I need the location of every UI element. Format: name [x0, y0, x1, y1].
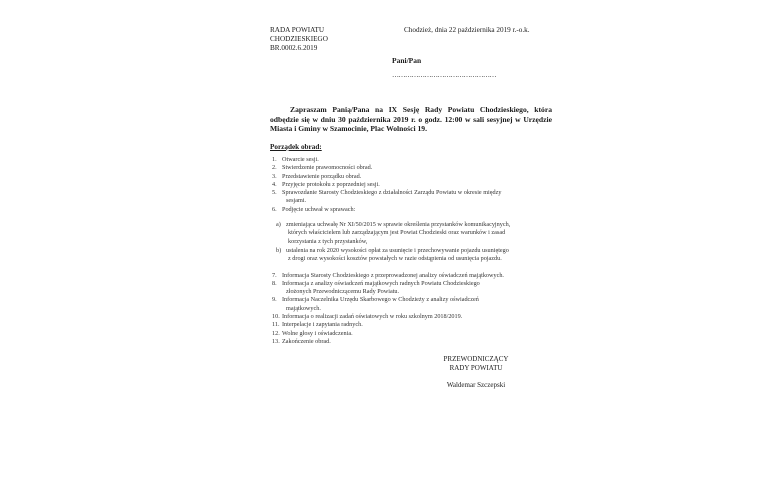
agenda-title: Porządek obrad:	[270, 143, 322, 151]
signature-title-2: RADY POWIATU	[449, 363, 503, 372]
sender-header	[270, 26, 328, 53]
signature-title-1: PRZEWODNICZĄCY	[443, 355, 509, 363]
agenda-subitem-continuation: z drogi oraz wysokości kosztów powstałych w razie odstąpienia od usunięcia pojazdu.	[288, 255, 502, 263]
date-line: Chodzież, dnia 22 października 2019 r.-o.k.	[404, 26, 530, 34]
agenda-subitem-continuation: korzystania z tych przystanków,	[288, 237, 368, 245]
agenda-item: 7. Informacja Starosty Chodzieskiego z przeprowadzonej analizy oświadczeń majątkowych.	[272, 271, 504, 279]
agenda-item-continuation: sesjami.	[286, 197, 307, 205]
agenda-item: 6. Podjęcie uchwał w sprawach:	[272, 205, 356, 213]
agenda-item: 3. Przedstawienie porządku obrad.	[272, 172, 362, 180]
reference-number: BR.0002.6.2019	[270, 44, 318, 52]
agenda-item: 5. Sprawozdanie Starosty Chodzieskiego z działalności Zarządu Powiatu w okresie między sesjami.	[272, 189, 557, 206]
invitation-paragraph: Zapraszam Panią/Pana na IX Sesję Rady Powiatu Chodzieskiego, która odbędzie się w dniu 30 października 2019 r. o godz. 12:00 w sali sesyjnej w Urzędzie Miasta i Gminy w Szamocinie, Plac Wolności 19.	[270, 105, 552, 134]
agenda-list	[272, 156, 557, 346]
agenda-item: 8. Informacja z analizy oświadczeń majątkowych radnych Powiatu Chodzieskiego złożonych Przewodniczącemu Rady Powiatu.	[272, 280, 557, 297]
agenda-item-continuation: majątkowych.	[286, 304, 321, 312]
agenda-item: 9. Informacja Naczelnika Urzędu Skarbowego w Chodzieży z analizy oświadczeń majątkowych.	[272, 296, 557, 313]
signature-name: Waldemar Szczepski	[446, 381, 506, 389]
signature-block	[436, 355, 516, 390]
sender-line-1: RADA POWIATU	[270, 26, 325, 34]
sender-line-2: CHODZIESKIEGO	[270, 35, 328, 43]
spacer	[272, 264, 557, 272]
agenda-item: 2. Stwierdzenie prawomocności obrad.	[272, 164, 373, 172]
agenda-item: 10. Informacja o realizacji zadań oświatowych w roku szkolnym 2018/2019.	[272, 313, 463, 321]
agenda-subitem-continuation: których właścicielem lub zarządzającym jest Powiat Chodzieski oraz warunków i zasad	[288, 229, 506, 237]
agenda-item: 13. Zakończenie obrad.	[272, 337, 331, 345]
agenda-item: 4. Przyjęcie protokołu z poprzedniej sesji.	[272, 180, 380, 188]
agenda-item: 1. Otwarcie sesji.	[272, 156, 319, 163]
addressee-name: Pani/Pan	[392, 56, 422, 65]
agenda-item-continuation: złożonych Przewodniczącemu Rady Powiatu.	[286, 288, 400, 296]
spacer	[272, 214, 557, 220]
agenda-subitem: a) zmieniająca uchwałę Nr XI/50/2015 w sprawie określenia przystanków komunikacyjnych, których właścicielem lub zarządzającym jest Powiat Chodzieski oraz warunków i zasad korzystania z tych przystanków,	[272, 221, 557, 246]
agenda-item: 11. Interpelacje i zapytania radnych.	[272, 321, 363, 329]
addressee-dotted-line: …………………………………………	[392, 71, 496, 79]
agenda-subitem: b) ustalenia na rok 2020 wysokości opłat za usunięcie i przechowywanie pojazdu usuniętego z drogi oraz wysokości kosztów powstałych w razie odstąpienia od usunięcia pojazdu.	[272, 247, 557, 264]
agenda-item: 12. Wolne głosy i oświadczenia.	[272, 329, 353, 337]
